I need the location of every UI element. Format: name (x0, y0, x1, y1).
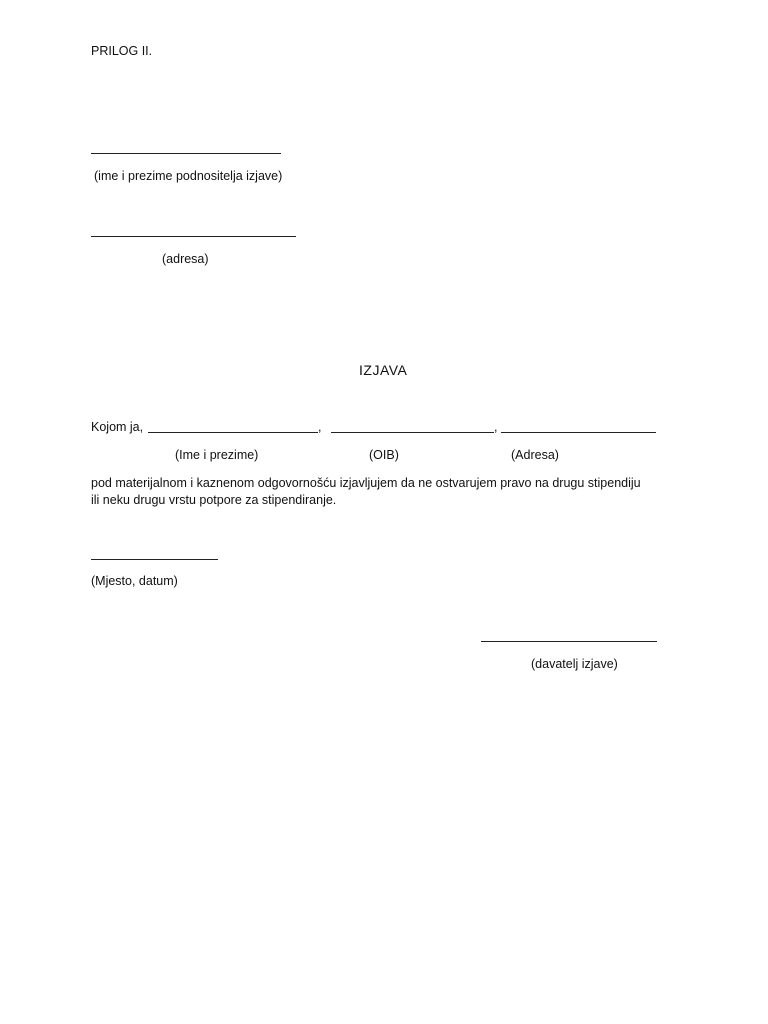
statement-name-line (148, 432, 318, 433)
statement-intro: Kojom ja, (91, 420, 144, 434)
field-caption-name: (Ime i prezime) (175, 448, 259, 462)
address-caption: (adresa) (162, 252, 209, 266)
document-title: IZJAVA (359, 362, 408, 378)
place-date-caption: (Mjesto, datum) (91, 574, 178, 588)
field-caption-address: (Adresa) (511, 448, 559, 462)
statement-oib-line (331, 432, 494, 433)
field-caption-oib: (OIB) (369, 448, 399, 462)
statement-line-1: pod materijalnom i kaznenom odgovornošću izjavljujem da ne ostvarujem pravo na drugu stipendiju (91, 476, 641, 490)
address-line (91, 236, 296, 237)
place-date-line (91, 559, 218, 560)
statement-line-2: ili neku drugu vrstu potpore za stipendiranje. (91, 493, 337, 507)
annex-label: PRILOG II. (91, 44, 153, 58)
signatory-caption: (davatelj izjave) (531, 657, 618, 671)
comma-separator-1: , (318, 420, 322, 434)
applicant-name-line (91, 153, 281, 154)
statement-address-line (501, 432, 656, 433)
signature-line (481, 641, 657, 642)
comma-separator-2: , (494, 420, 498, 434)
applicant-name-caption: (ime i prezime podnositelja izjave) (94, 169, 283, 183)
